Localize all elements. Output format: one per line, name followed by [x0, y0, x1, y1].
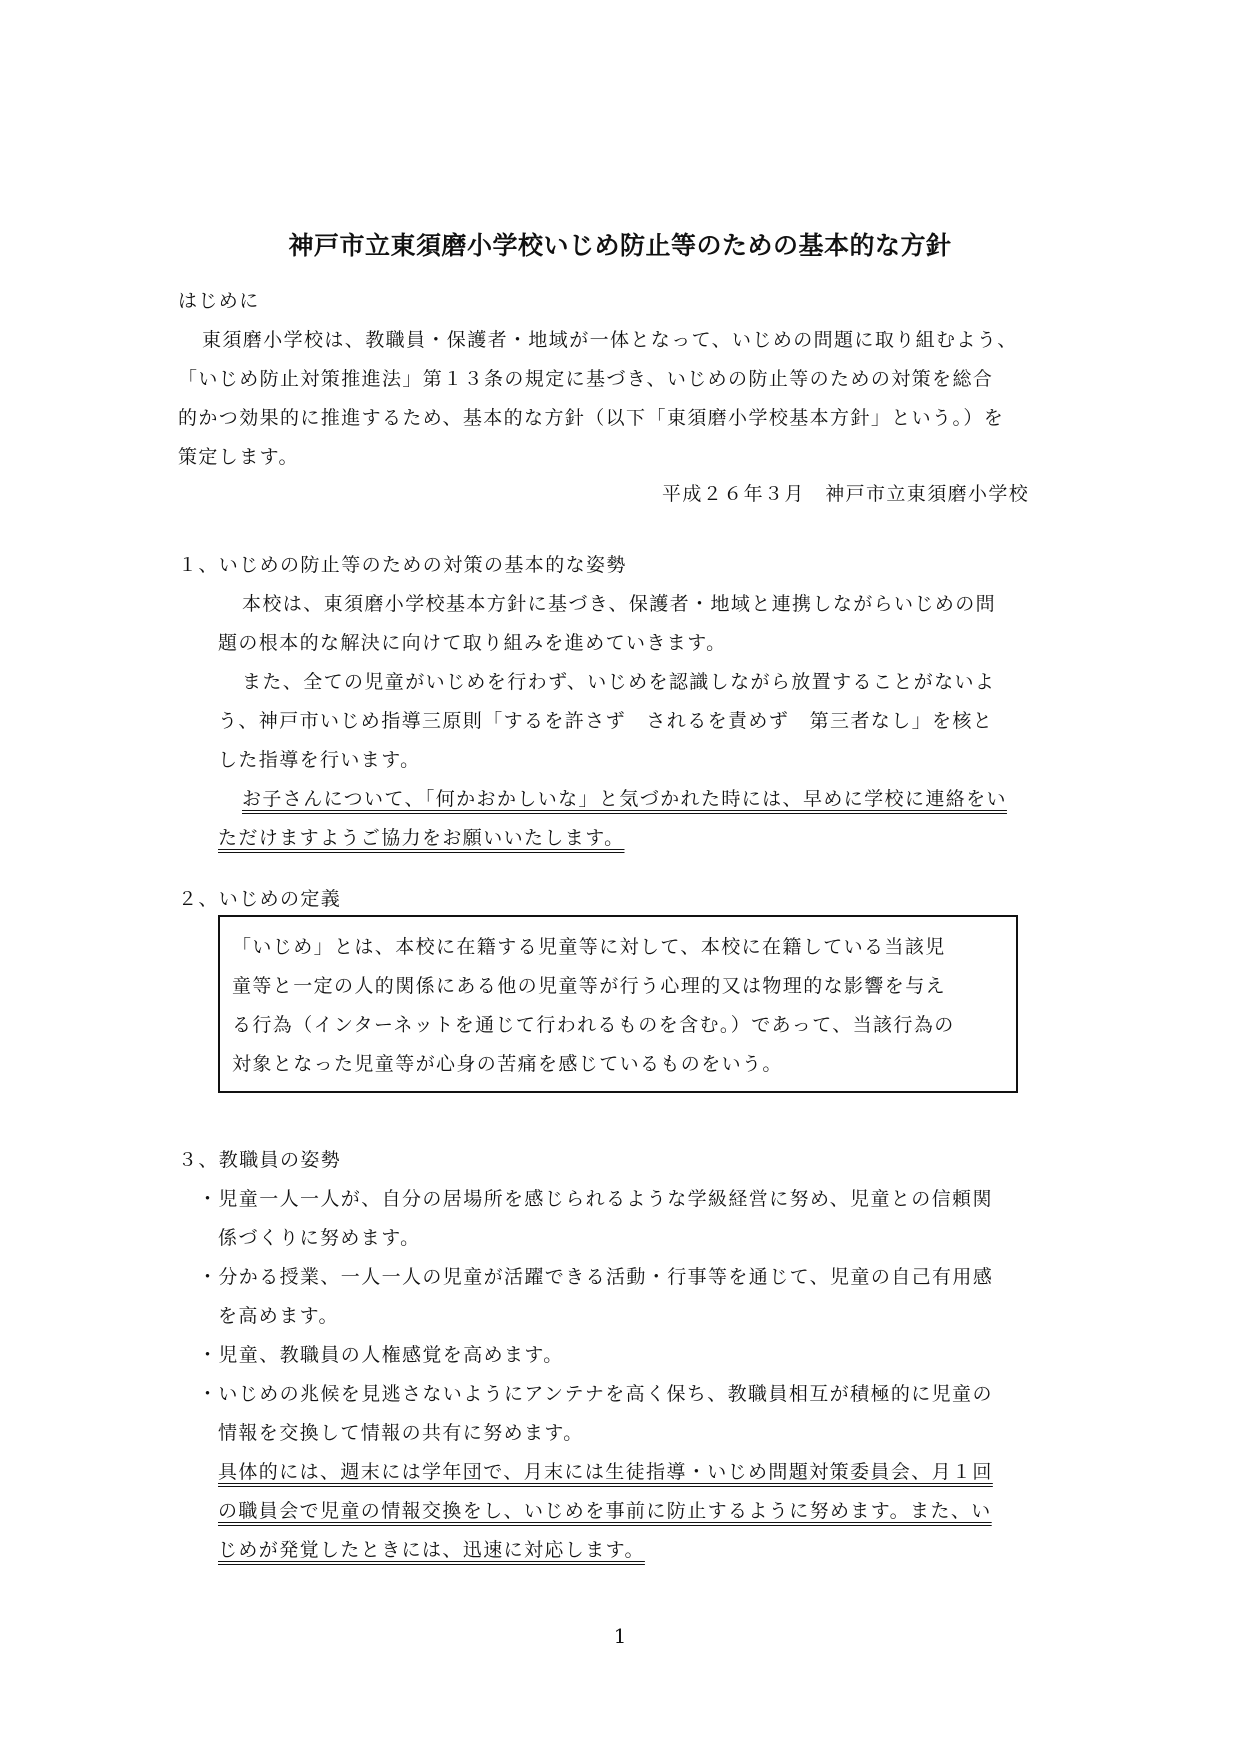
section2-heading: ２、いじめの定義: [178, 888, 342, 910]
section3-line: ・いじめの兆候を見逃さないようにアンテナを高く保ち、教職員相互が積極的に児童の: [198, 1383, 993, 1405]
intro-line: 東須磨小学校は、教職員・保護者・地域が一体となって、いじめの問題に取り組むよう、: [202, 329, 1018, 351]
section3-line: ・分かる授業、一人一人の児童が活躍できる活動・行事等を通じて、児童の自己有用感: [198, 1266, 994, 1288]
section1-heading: １、いじめの防止等のための対策の基本的な姿勢: [178, 554, 627, 576]
section1-line: 本校は、東須磨小学校基本方針に基づき、保護者・地域と連携しながらいじめの問: [242, 593, 997, 615]
intro-line: 策定します。: [178, 446, 299, 468]
section3-line: ・児童一人一人が、自分の居場所を感じられるような学級経営に努め、児童との信頼関: [198, 1188, 993, 1210]
section3-underlined-line: の職員会で児童の情報交換をし、いじめを事前に防止するように努めます。また、い: [218, 1500, 992, 1522]
section3-line: を高めます。: [218, 1305, 339, 1327]
section3-line: 情報を交換して情報の共有に努めます。: [218, 1422, 584, 1444]
intro-line: 的かつ効果的に推進するため、基本的な方針（以下「東須磨小学校基本方針」という。）を: [178, 407, 1005, 429]
section1-underlined-line: ただけますようご協力をお願いいたします。: [218, 827, 625, 849]
section3-heading: ３、教職員の姿勢: [178, 1149, 342, 1171]
section1-line: した指導を行います。: [218, 749, 421, 771]
section1-line: 題の根本的な解決に向けて取り組みを進めていきます。: [218, 632, 727, 654]
definition-line: る行為（インターネットを通じて行われるものを含む。）であって、当該行為の: [232, 1014, 955, 1036]
definition-line: 童等と一定の人的関係にある他の児童等が行う心理的又は物理的な影響を与え: [232, 975, 947, 997]
document-title: 神戸市立東須磨小学校いじめ防止等のための基本的な方針: [288, 231, 952, 260]
section1-underlined-line: お子さんについて、「何かおかしいな」と気づかれた時には、早めに学校に連絡をい: [242, 788, 1007, 810]
section1-line: う、神戸市いじめ指導三原則「するを許さず されるを責めず 第三者なし」を核と: [218, 710, 994, 732]
section3-line: ・児童、教職員の人権感覚を高めます。: [198, 1344, 564, 1366]
section3-line: 係づくりに努めます。: [218, 1227, 421, 1249]
intro-signature: 平成２６年３月 神戸市立東須磨小学校: [662, 483, 1030, 505]
section1-line: また、全ての児童がいじめを行わず、いじめを認識しながら放置することがないよ: [242, 671, 996, 693]
definition-line: 対象となった児童等が心身の苦痛を感じているものをいう。: [232, 1053, 783, 1075]
section3-underlined-line: 具体的には、週末には学年団で、月末には生徒指導・いじめ問題対策委員会、月１回: [218, 1461, 993, 1483]
page-number: 1: [613, 1624, 627, 1648]
section3-underlined-line: じめが発覚したときには、迅速に対応します。: [218, 1539, 645, 1561]
definition-line: 「いじめ」とは、本校に在籍する児童等に対して、本校に在籍している当該児: [232, 936, 946, 958]
intro-heading: はじめに: [178, 290, 260, 312]
intro-line: 「いじめ防止対策推進法」第１３条の規定に基づき、いじめの防止等のための対策を総合: [178, 368, 994, 390]
